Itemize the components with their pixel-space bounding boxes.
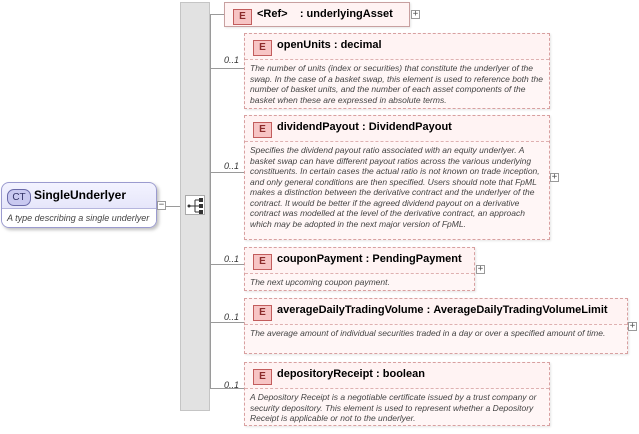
sequence-icon (186, 196, 206, 216)
sequence-compositor-icon[interactable] (185, 195, 205, 215)
element-dividend-payout[interactable] (244, 115, 550, 240)
expand-icon[interactable]: + (412, 9, 419, 19)
element-doc: The average amount of individual securities traded in a day or over a specified amount of time. (245, 324, 627, 353)
element-type: PendingPayment (372, 253, 462, 265)
multiplicity-label: 0..1 (224, 161, 240, 171)
element-separator: : (333, 39, 338, 51)
collapse-icon[interactable]: − (158, 200, 165, 210)
complex-type-box[interactable] (1, 182, 157, 228)
element-name: depositoryReceipt (277, 368, 373, 380)
element-type: AverageDailyTradingVolumeLimit (433, 304, 608, 316)
complex-type-badge-icon: CT (7, 189, 31, 206)
element-name: openUnits (277, 39, 331, 51)
element-type: DividendPayout (368, 121, 452, 133)
element-title (277, 121, 452, 133)
expand-icon[interactable]: + (477, 264, 484, 274)
element-doc: Specifies the dividend payout ratio associated with an equity underlyer. A basket swap can have different payout ratios across the various underlying constituents. In certain cases the actual ratio is not known on trade inception, and only general conditions are then specified. Users should note that FpML makes a distinction between the derivative contract and the underlyer of the contract. It would be better if the agreed dividend payout on a derivative contract was modelled at the level of the derivative contract, an approach which may be adopted in the next major version of FpML. (245, 141, 549, 239)
connector-branch-1 (210, 14, 224, 15)
element-separator: : (376, 368, 380, 380)
element-depository-receipt[interactable] (244, 362, 550, 426)
element-type: decimal (340, 39, 382, 51)
expand-icon[interactable]: + (629, 321, 636, 331)
element-name: underlyingAsset (306, 8, 393, 20)
element-header (245, 116, 549, 140)
connector-branch-2 (210, 68, 244, 69)
element-badge-icon: E (253, 305, 272, 321)
multiplicity-label: 0..1 (224, 254, 240, 264)
element-name: averageDailyTradingVolume (277, 304, 424, 316)
element-separator: : (426, 304, 431, 316)
multiplicity-label: 0..1 (224, 312, 240, 322)
connector-branch-5 (210, 322, 244, 323)
connector-trunk (210, 14, 211, 388)
element-badge-icon: E (253, 369, 272, 385)
element-underlying-asset[interactable] (224, 2, 410, 27)
element-doc: The number of units (index or securities) that constitute the underlyer of the swap. In the case of a basket swap, this element is used to reference both the number of basket units, and the number of each asset components of the basket when these are expressed in absolute terms. (245, 59, 549, 108)
element-title (277, 304, 608, 316)
complex-type-header (2, 183, 156, 207)
element-name: couponPayment (277, 253, 363, 265)
element-header (245, 34, 549, 58)
complex-type-name: SingleUnderlyer (34, 188, 127, 202)
element-header (245, 248, 474, 272)
multiplicity-label: 0..1 (224, 380, 240, 390)
element-badge-icon: E (253, 254, 272, 270)
element-coupon-payment[interactable] (244, 247, 475, 291)
element-title (277, 368, 425, 380)
connector-branch-3 (210, 172, 244, 173)
element-separator: : (299, 8, 304, 20)
multiplicity-label: 0..1 (224, 55, 240, 65)
element-header (245, 363, 549, 387)
element-title (257, 8, 393, 20)
element-name: dividendPayout (277, 121, 359, 133)
element-badge-icon: E (233, 9, 252, 25)
element-open-units[interactable] (244, 33, 550, 109)
element-badge-icon: E (253, 40, 272, 56)
element-doc: The next upcoming coupon payment. (245, 273, 474, 290)
element-separator: : (361, 121, 366, 133)
expand-icon[interactable]: + (551, 172, 558, 182)
element-type: boolean (382, 368, 425, 380)
element-header (225, 3, 409, 27)
element-separator: : (365, 253, 370, 265)
element-average-daily-trading-volume[interactable] (244, 298, 628, 354)
connector-branch-4 (210, 264, 244, 265)
element-ref-label: <Ref> (257, 8, 288, 20)
element-header (245, 299, 627, 323)
element-title (277, 39, 382, 51)
element-doc: A Depository Receipt is a negotiable certificate issued by a trust company or security depository. This element is used to represent whether a Depository Receipt is applicable or not to the underlyer. (245, 388, 549, 425)
complex-type-doc: A type describing a single underlyer (2, 208, 156, 228)
element-title (277, 253, 462, 265)
element-badge-icon: E (253, 122, 272, 138)
